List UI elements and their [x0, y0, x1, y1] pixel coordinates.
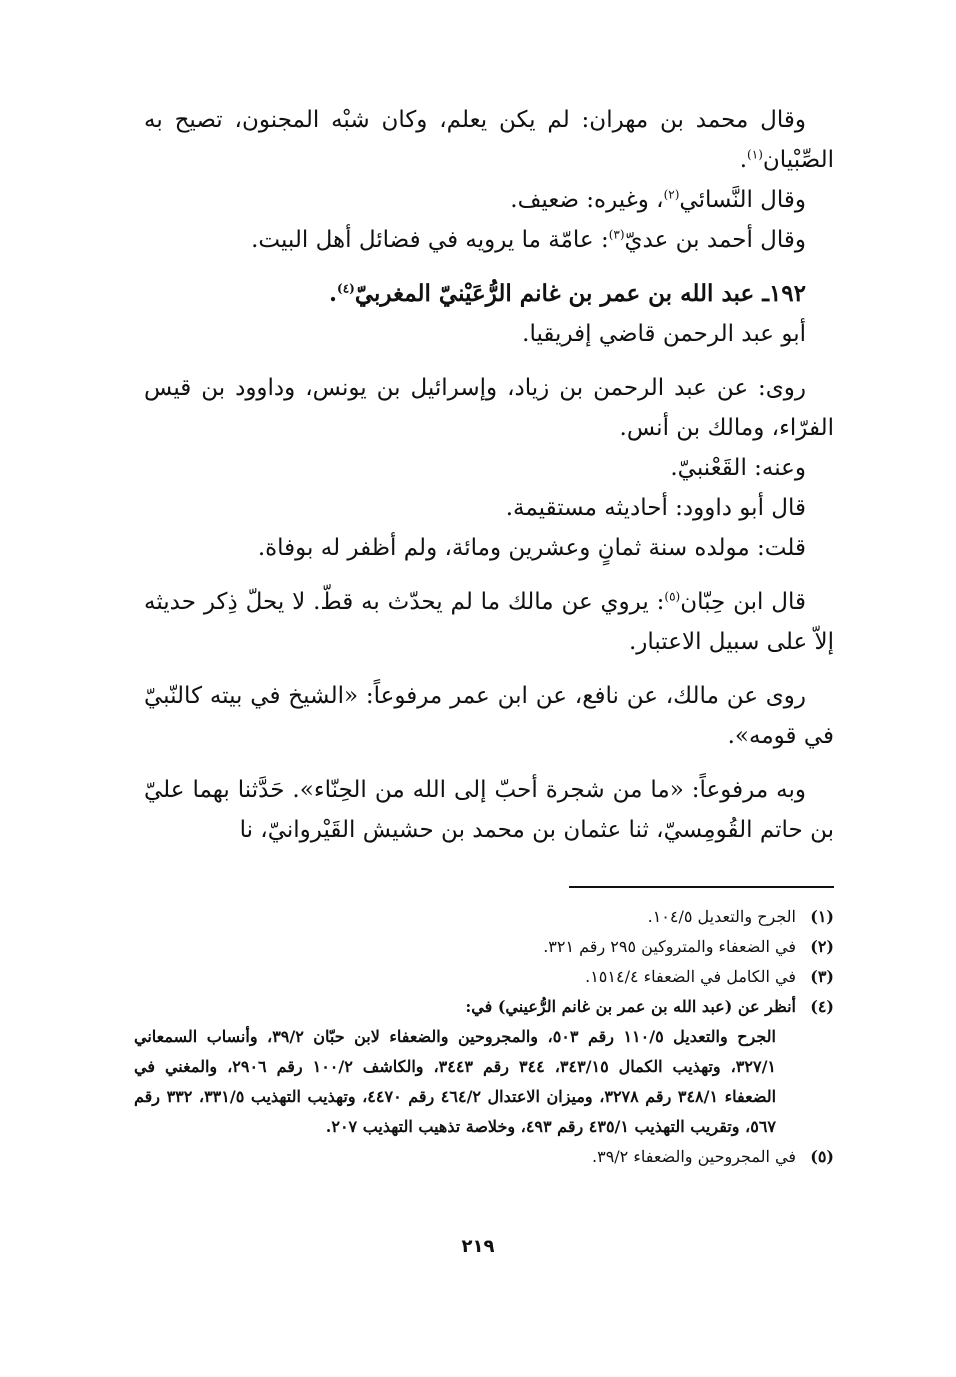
footnote-number: (٤) [810, 997, 834, 1016]
footnote-text: في المجروحين والضعفاء ٣٩/٢. [592, 1147, 796, 1166]
footnote-ref-3[interactable]: (٣) [608, 227, 625, 242]
footnote-text: الجرح والتعديل ١٠٤/٥. [647, 907, 796, 926]
footnote-divider [569, 886, 834, 888]
footnote-ref-1[interactable]: (١) [747, 147, 763, 162]
paragraph-narrated-from: روى: عن عبد الرحمن بن زياد، وإسرائيل بن يونس، وداوود بن قيس الفرّاء، ومالك بن أنس. [144, 375, 834, 441]
paragraph-narrators-from-him: وعنه: القَعْنبيّ. [670, 455, 806, 481]
paragraph-abu-dawud: قال أبو داوود: أحاديثه مستقيمة. [505, 495, 806, 521]
footnote-number: (٢) [810, 937, 834, 956]
footnote-2 [134, 932, 834, 962]
paragraph-ibn-mihran: وقال محمد بن مهران: لم يكن يعلم، وكان شبْه المجنون، تصيح به الصِّبْيان$^{(١)}$. [144, 107, 834, 173]
paragraph-ibn-adi: وقال أحمد بن عديّ$^{(٣)}$: عامّة ما يرويه في فضائل أهل البيت. [251, 227, 806, 253]
footnote-sources-list: الجرح والتعديل ١١٠/٥ رقم ٥٠٣، والمجروحين والضعفاء لابن حبّان ٣٩/٢، وأنساب السمعاني ٣٢٧/١، وتهذيب الكمال ٣٤٣/١٥، ٣٤٤ رقم ٣٤٤٣، والكاشف ١٠٠/٢ رقم ٢٩٠٦، والمغني في الضعفاء ٣٤٨/١ رقم ٣٢٧٨، وميزان الاعتدال ٤٦٤/٢ رقم ٤٤٧٠، وتهذيب التهذيب ٣٣١/٥، ٣٣٢ رقم ٥٦٧، وتقريب التهذيب ٤٣٥/١ رقم ٤٩٣، وخلاصة تذهيب التهذيب ٢٠٧. [134, 1027, 777, 1136]
footnote-5 [134, 1142, 834, 1172]
footnote-1 [134, 902, 834, 932]
paragraph-birth: قلت: مولده سنة ثمانٍ وعشرين ومائة، ولم أظفر له بوفاة. [257, 535, 806, 561]
footnote-text: أنظر عن (عبد الله بن عمر بن غانم الرُّعيني) في: [465, 997, 796, 1016]
footnote-4 [134, 992, 834, 1142]
footnote-ref-5[interactable]: (٥) [664, 589, 681, 604]
footnote-3 [134, 962, 834, 992]
paragraph-kunya: أبو عبد الرحمن قاضي إفريقيا. [522, 321, 806, 347]
paragraph-hadith-shaykh: روى عن مالك، عن نافع، عن ابن عمر مرفوعاً: «الشيخ في بيته كالنّبيّ في قومه». [144, 683, 834, 749]
footnotes-section [134, 902, 834, 1172]
footnote-number: (٣) [810, 967, 834, 986]
footnote-number: (٥) [810, 1147, 834, 1166]
footnote-body [134, 992, 796, 1142]
main-text-block [144, 100, 834, 850]
paragraph-ibn-hibban: قال ابن حِبّان$^{(٥)}$: يروي عن مالك ما لم يحدّث به قطّ. لا يحلّ ذِكر حديثه إلاّ على سبيل الاعتبار. [144, 589, 834, 655]
footnote-text: في الكامل في الضعفاء ١٥١٤/٤. [585, 967, 796, 986]
entry-heading: ١٩٢ـ عبد الله بن عمر بن غانم الرُّعَيْنيّ المغربيّ$^{(٤)}$. [329, 280, 806, 307]
footnote-ref-4[interactable]: (٤) [337, 281, 355, 296]
page-number: ٢١٩ [461, 1236, 495, 1257]
paragraph-hadith-henna: وبه مرفوعاً: «ما من شجرة أحبّ إلى الله من الحِنّاء». حَدَّثنا بهما عليّ بن حاتم القُومِسيّ، ثنا عثمان بن محمد بن حشيش القَيْروانيّ، نا [144, 777, 834, 843]
footnote-number: (١) [810, 907, 834, 926]
footnote-text: في الضعفاء والمتروكين ٢٩٥ رقم ٣٢١. [543, 937, 796, 956]
paragraph-nasai: وقال النَّسائي$^{(٢)}$، وغيره: ضعيف. [510, 187, 806, 213]
footnote-ref-2[interactable]: (٢) [663, 187, 680, 202]
